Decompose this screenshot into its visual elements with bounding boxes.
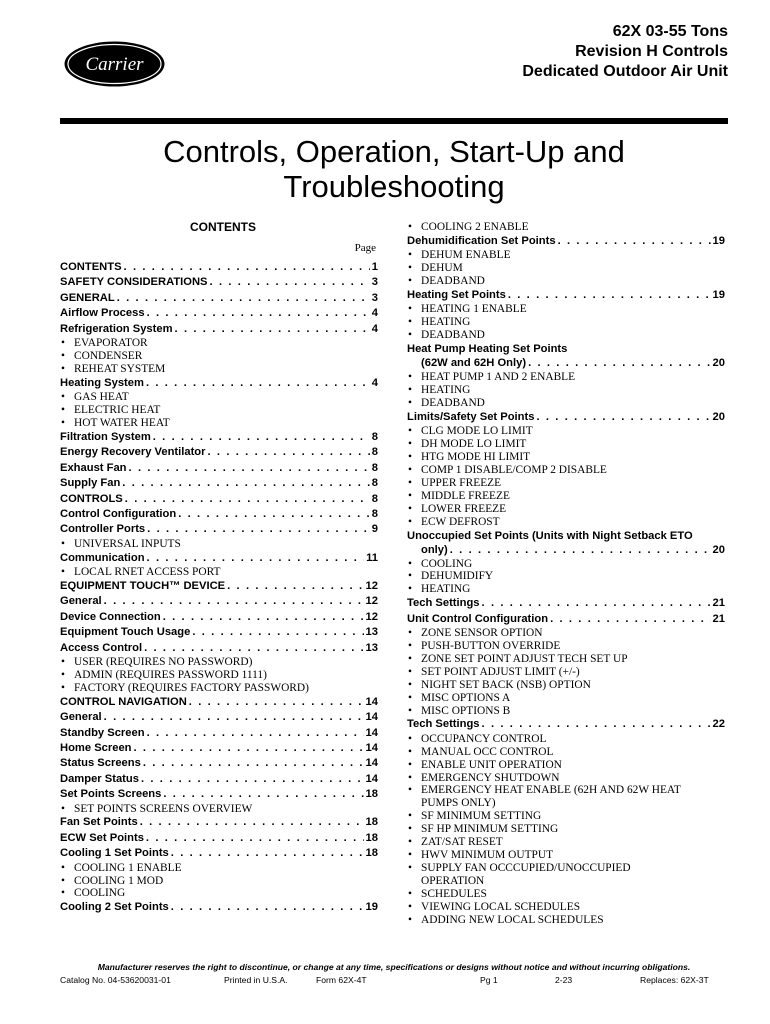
- toc-subentry: [407, 679, 725, 692]
- dot-leader: [143, 756, 364, 771]
- toc-page-number: 8: [371, 507, 378, 520]
- toc-page-number: 12: [365, 579, 378, 592]
- dot-leader: [147, 522, 370, 537]
- toc-entry[interactable]: [60, 594, 378, 609]
- toc-entry-label: Supply Fan: [60, 477, 121, 490]
- toc-subentry: [407, 888, 725, 901]
- toc-entry[interactable]: [60, 900, 378, 915]
- dot-leader: [192, 625, 363, 640]
- toc-subentry-text: COOLING: [421, 557, 473, 570]
- toc-entry[interactable]: [407, 717, 725, 732]
- toc-entry-label: Limits/Safety Set Points: [407, 410, 535, 423]
- toc-subentry: [60, 887, 378, 900]
- toc-subentry-text: COOLING: [74, 887, 126, 900]
- toc-subentry-text: CLG MODE LO LIMIT: [421, 425, 533, 438]
- toc-page-number: 14: [365, 726, 378, 739]
- toc-subentry: [407, 397, 725, 410]
- toc-subentry: [407, 692, 725, 705]
- dot-leader: [129, 461, 370, 476]
- toc-subentry-text: EVAPORATOR: [74, 337, 148, 350]
- title-line-2: Troubleshooting: [283, 169, 505, 204]
- date-code: 2-23: [555, 975, 573, 985]
- toc-subentry: [407, 784, 725, 810]
- dot-leader: [208, 445, 370, 460]
- toc-entry-continuation: [407, 543, 725, 558]
- toc-entry-label: Energy Recovery Ventilator: [60, 446, 206, 459]
- toc-entry-label: Cooling 2 Set Points: [60, 901, 169, 914]
- toc-subentry-text: REHEAT SYSTEM: [74, 362, 166, 375]
- toc-subentry-text: DEHUM ENABLE: [421, 249, 511, 262]
- toc-subentry: [60, 350, 378, 363]
- toc-entry-label: Filtration System: [60, 430, 151, 443]
- toc-page-number: 19: [365, 901, 378, 914]
- toc-subentry: [407, 772, 725, 785]
- toc-page-number: 8: [371, 430, 378, 443]
- toc-entry-label: Fan Set Points: [60, 816, 138, 829]
- page-column-label: Page: [354, 242, 376, 254]
- dot-leader: [450, 543, 711, 558]
- toc-entry-label: Access Control: [60, 641, 143, 654]
- dot-leader: [558, 234, 711, 249]
- toc-entry-label: ECW Set Points: [60, 831, 144, 844]
- toc-subentry-text: DH MODE LO LIMIT: [421, 438, 527, 451]
- toc-subentry-text: MISC OPTIONS A: [421, 691, 511, 704]
- contents-heading: CONTENTS: [190, 220, 256, 234]
- toc-subentry-text: EMERGENCY HEAT ENABLE (62H AND 62W HEAT: [421, 784, 681, 797]
- toc-entry-label: SAFETY CONSIDERATIONS: [60, 276, 208, 289]
- toc-subentry-text: COOLING 1 MOD: [74, 874, 164, 887]
- toc-entry[interactable]: [407, 596, 725, 611]
- toc-entry-label: Airflow Process: [60, 307, 145, 320]
- toc-subentry: [60, 875, 378, 888]
- toc-entry[interactable]: [60, 260, 378, 275]
- toc-subentry: [407, 836, 725, 849]
- dot-leader: [153, 430, 370, 445]
- toc-entry[interactable]: [60, 756, 378, 771]
- toc-subentry: [407, 262, 725, 275]
- toc-entry-label: Communication: [60, 551, 145, 564]
- toc-entry[interactable]: [60, 787, 378, 802]
- toc-page-number: 1: [371, 261, 378, 273]
- toc-page-number: 13: [365, 641, 378, 654]
- toc-entry[interactable]: [60, 726, 378, 741]
- toc-entry-label: CONTROLS: [60, 492, 123, 505]
- dot-leader: [528, 356, 710, 371]
- toc-subentry: [407, 746, 725, 759]
- contents-left-column: [60, 220, 378, 916]
- toc-subentry: [407, 810, 725, 823]
- toc-page-number: 20: [712, 357, 725, 370]
- toc-page-number: 20: [712, 543, 725, 556]
- dot-leader: [104, 710, 364, 725]
- toc-subentry: [407, 627, 725, 640]
- toc-entry[interactable]: [60, 522, 378, 537]
- dot-leader: [163, 787, 363, 802]
- toc-subentry-text: ZONE SENSOR OPTION: [421, 627, 543, 640]
- logo-text: Carrier: [85, 54, 144, 75]
- toc-entry-label: Unit Control Configuration: [407, 612, 549, 625]
- toc-entry[interactable]: [407, 529, 725, 558]
- title-line-1: Controls, Operation, Start-Up and: [163, 134, 625, 169]
- toc-subentry-text: CONDENSER: [74, 349, 143, 362]
- toc-page-number: 3: [371, 291, 378, 304]
- toc-entry[interactable]: [60, 430, 378, 445]
- toc-subentry: [60, 566, 378, 579]
- toc-entry[interactable]: [60, 710, 378, 725]
- document-header: [522, 22, 728, 82]
- toc-entry[interactable]: [60, 461, 378, 476]
- toc-subentry: [407, 862, 725, 888]
- toc-subentry: [60, 363, 378, 376]
- toc-subentry: [407, 705, 725, 718]
- toc-entry[interactable]: [407, 288, 725, 303]
- toc-subentry-text: COMP 1 DISABLE/COMP 2 DISABLE: [421, 464, 607, 476]
- dot-leader: [144, 641, 363, 656]
- toc-subentry-text: SF HP MINIMUM SETTING: [421, 823, 559, 836]
- dot-leader: [171, 900, 364, 915]
- toc-subentry-text: LOCAL RNET ACCESS PORT: [74, 566, 221, 579]
- toc-subentry-text: ENABLE UNIT OPERATION: [421, 758, 562, 771]
- dot-leader: [124, 260, 370, 275]
- toc-subentry: [407, 303, 725, 316]
- dot-leader: [210, 275, 370, 290]
- toc-page-number: 18: [365, 788, 378, 801]
- toc-entry[interactable]: [407, 234, 725, 249]
- toc-entry-label: Standby Screen: [60, 726, 145, 739]
- carrier-logo-graphic: [63, 40, 166, 88]
- toc-subentry-text: FACTORY (REQUIRES FACTORY PASSWORD): [74, 681, 309, 694]
- toc-entry-label: Heat Pump Heating Set Points: [407, 343, 568, 356]
- toc-subentry-text: ADDING NEW LOCAL SCHEDULES: [421, 913, 604, 926]
- header-rule: [60, 118, 728, 124]
- dot-leader: [178, 507, 370, 522]
- form-number: Form 62X-4T: [316, 975, 367, 985]
- toc-entry[interactable]: [60, 306, 378, 321]
- toc-subentry-text-cont: OPERATION: [421, 874, 485, 887]
- toc-page-number: 3: [371, 276, 378, 289]
- toc-subentry-text: NIGHT SET BACK (NSB) OPTION: [421, 678, 591, 691]
- toc-subentry: [407, 640, 725, 653]
- header-line-3: Dedicated Outdoor Air Unit: [522, 63, 728, 80]
- dot-leader: [125, 492, 370, 507]
- toc-subentry: [407, 425, 725, 438]
- toc-entry-label: CONTROL NAVIGATION: [60, 695, 187, 708]
- dot-leader: [141, 772, 364, 787]
- toc-subentry: [60, 682, 378, 695]
- toc-page-number: 14: [365, 695, 378, 708]
- toc-entry[interactable]: [60, 551, 378, 566]
- toc-entry[interactable]: [60, 291, 378, 306]
- toc-subentry: [407, 249, 725, 262]
- toc-subentry-text: DEADBAND: [421, 329, 485, 342]
- toc-entry-label: Home Screen: [60, 741, 132, 754]
- dot-leader: [189, 695, 364, 710]
- toc-page-number: 14: [365, 757, 378, 770]
- carrier-logo: [63, 40, 166, 88]
- toc-subentry: [60, 803, 378, 816]
- toc-subentry-text: HTG MODE HI LIMIT: [421, 451, 531, 464]
- toc-subentry: [407, 759, 725, 772]
- toc-entry-label: Damper Status: [60, 772, 139, 785]
- toc-subentry-text: HEATING: [421, 316, 471, 329]
- toc-page-number: 4: [371, 376, 378, 389]
- toc-subentry: [407, 733, 725, 746]
- toc-subentry: [60, 538, 378, 551]
- toc-entry[interactable]: [60, 846, 378, 861]
- toc-subentry: [407, 316, 725, 329]
- toc-subentry: [60, 656, 378, 669]
- toc-subentry: [60, 404, 378, 417]
- toc-entry-label: Heating Set Points: [407, 289, 506, 302]
- toc-subentry: [407, 371, 725, 384]
- toc-entry-label: CONTENTS: [60, 261, 122, 273]
- toc-entry-label: Set Points Screens: [60, 788, 162, 801]
- toc-entry-label: Heating System: [60, 376, 144, 389]
- toc-entry-label: EQUIPMENT TOUCH™ DEVICE: [60, 579, 226, 592]
- toc-entry-label: GENERAL: [60, 291, 115, 304]
- toc-subentry: [407, 583, 725, 596]
- dot-leader: [147, 726, 364, 741]
- toc-subentry-text: MISC OPTIONS B: [421, 704, 511, 717]
- dot-leader: [482, 596, 711, 611]
- toc-subentry-text: SF MINIMUM SETTING: [421, 810, 542, 823]
- toc-entry[interactable]: [60, 275, 378, 290]
- toc-subentry: [407, 516, 725, 529]
- toc-page-number: 18: [365, 847, 378, 860]
- dot-leader: [147, 551, 365, 566]
- toc-entry[interactable]: [407, 612, 725, 627]
- toc-page-number: 11: [366, 551, 378, 564]
- catalog-number: Catalog No. 04-53620031-01: [60, 975, 171, 985]
- toc-subentry-text: HOT WATER HEAT: [74, 416, 170, 429]
- replaces-form: Replaces: 62X-3T: [640, 975, 709, 985]
- toc-subentry: [407, 823, 725, 836]
- toc-subentry: [407, 477, 725, 490]
- toc-entry-label: Refrigeration System: [60, 322, 173, 335]
- toc-page-number: 14: [365, 711, 378, 724]
- toc-entry-label: Device Connection: [60, 610, 161, 623]
- toc-subentry: [407, 329, 725, 342]
- header-line-1: 62X 03-55 Tons: [612, 23, 728, 40]
- dot-leader: [550, 612, 710, 627]
- toc-entry-label: Controller Ports: [60, 523, 146, 536]
- left-entries: [60, 260, 378, 916]
- toc-subentry-text: ELECTRIC HEAT: [74, 404, 161, 417]
- toc-page-number: 19: [712, 289, 725, 302]
- toc-subentry-text: SCHEDULES: [421, 887, 487, 900]
- toc-subentry-text: SET POINTS SCREENS OVERVIEW: [74, 802, 253, 815]
- dot-leader: [171, 846, 364, 861]
- toc-subentry-text: MANUAL OCC CONTROL: [421, 745, 554, 758]
- toc-entry-label: Exhaust Fan: [60, 461, 127, 474]
- toc-page-number: 14: [365, 741, 378, 754]
- dot-leader: [134, 741, 364, 756]
- dot-leader: [482, 717, 711, 732]
- toc-subentry-text: HEATING: [421, 583, 471, 596]
- toc-page-number: 8: [371, 461, 378, 474]
- dot-leader: [147, 306, 370, 321]
- toc-subentry: [407, 503, 725, 516]
- toc-subentry-text: PUSH-BUTTON OVERRIDE: [421, 639, 561, 652]
- toc-subentry-text: DEADBAND: [421, 396, 485, 409]
- toc-subentry: [407, 464, 725, 477]
- toc-subentry-text-cont: PUMPS ONLY): [421, 797, 496, 810]
- toc-page-number: 4: [371, 307, 378, 320]
- toc-subentry-text: SUPPLY FAN OCCCUPIED/UNOCCUPIED: [421, 861, 631, 874]
- toc-subentry: [407, 438, 725, 451]
- toc-entry-continuation: [407, 356, 725, 371]
- toc-subentry-text: SET POINT ADJUST LIMIT (+/-): [421, 665, 580, 678]
- toc-entry-label: Tech Settings: [407, 597, 480, 610]
- dot-leader: [117, 291, 370, 306]
- toc-subentry-text: LOWER FREEZE: [421, 502, 507, 515]
- toc-page-number: 18: [365, 831, 378, 844]
- toc-entry[interactable]: [60, 476, 378, 491]
- toc-subentry: [407, 849, 725, 862]
- toc-subentry-text: HEATING 1 ENABLE: [421, 303, 527, 316]
- dot-leader: [104, 594, 364, 609]
- toc-entry[interactable]: [60, 322, 378, 337]
- toc-subentry-text: ZONE SET POINT ADJUST TECH SET UP: [421, 652, 628, 665]
- toc-subentry-text: COOLING 1 ENABLE: [74, 861, 182, 874]
- printed-in: Printed in U.S.A.: [224, 975, 288, 985]
- toc-subentry: [407, 653, 725, 666]
- toc-subentry-text: HEAT PUMP 1 AND 2 ENABLE: [421, 371, 576, 384]
- toc-entry-label-cont: (62W and 62H Only): [421, 357, 527, 370]
- toc-entry[interactable]: [60, 507, 378, 522]
- document-title: [60, 134, 728, 204]
- toc-subentry-text: HWV MINIMUM OUTPUT: [421, 848, 554, 861]
- toc-subentry: [407, 221, 725, 234]
- toc-subentry: [60, 391, 378, 404]
- toc-subentry-text: OCCUPANCY CONTROL: [421, 732, 547, 745]
- dot-leader: [175, 322, 370, 337]
- right-entries: [407, 221, 725, 926]
- toc-subentry: [407, 901, 725, 914]
- toc-subentry: [407, 558, 725, 571]
- toc-subentry-text: ADMIN (REQUIRES PASSWORD 1111): [74, 668, 267, 681]
- toc-entry-label: Tech Settings: [407, 718, 480, 731]
- toc-subentry-text: DEHUMIDIFY: [421, 570, 494, 583]
- toc-entry-label: Equipment Touch Usage: [60, 626, 191, 639]
- toc-page-number: 14: [365, 772, 378, 785]
- toc-page-number: 12: [365, 595, 378, 608]
- toc-entry[interactable]: [60, 741, 378, 756]
- toc-entry-label: General: [60, 711, 102, 724]
- toc-subentry: [407, 570, 725, 583]
- toc-subentry: [60, 669, 378, 682]
- toc-subentry-text: GAS HEAT: [74, 391, 129, 404]
- toc-entry[interactable]: [60, 772, 378, 787]
- toc-page-number: 21: [712, 612, 725, 625]
- toc-entry[interactable]: [60, 625, 378, 640]
- toc-page-number: 22: [712, 718, 725, 731]
- toc-entry-label: Unoccupied Set Points (Units with Night Setback ETO: [407, 529, 693, 542]
- toc-subentry-text: EMERGENCY SHUTDOWN: [421, 771, 560, 784]
- page-number: Pg 1: [480, 975, 498, 985]
- toc-page-number: 18: [365, 816, 378, 829]
- toc-subentry-text: HEATING: [421, 384, 471, 397]
- dot-leader: [536, 410, 710, 425]
- toc-entry[interactable]: [60, 641, 378, 656]
- dot-leader: [227, 579, 363, 594]
- toc-entry[interactable]: [60, 610, 378, 625]
- toc-entry[interactable]: [60, 579, 378, 594]
- dot-leader: [146, 831, 364, 846]
- toc-entry[interactable]: [60, 376, 378, 391]
- dot-leader: [122, 476, 369, 491]
- toc-subentry-text: COOLING 2 ENABLE: [421, 221, 529, 233]
- toc-subentry: [407, 384, 725, 397]
- footer-disclaimer: Manufacturer reserves the right to discontinue, or change at any time, specifications or designs without notice and without incurring obligations.: [97, 962, 691, 972]
- toc-subentry-text: DEHUM: [421, 262, 463, 275]
- toc-subentry: [60, 417, 378, 430]
- dot-leader: [163, 610, 364, 625]
- toc-subentry: [407, 490, 725, 503]
- toc-entry-label-cont: only): [421, 543, 448, 556]
- toc-subentry-text: ZAT/SAT RESET: [421, 836, 503, 849]
- toc-page-number: 4: [371, 322, 378, 335]
- toc-entry-label: Cooling 1 Set Points: [60, 847, 169, 860]
- toc-subentry-text: UNIVERSAL INPUTS: [74, 537, 181, 550]
- toc-entry[interactable]: [60, 492, 378, 507]
- toc-subentry: [407, 275, 725, 288]
- toc-subentry: [407, 914, 725, 927]
- toc-entry[interactable]: [60, 815, 378, 830]
- toc-page-number: 20: [712, 410, 725, 423]
- toc-page-number: 13: [365, 626, 378, 639]
- toc-entry[interactable]: [60, 831, 378, 846]
- toc-entry-label: Status Screens: [60, 757, 141, 770]
- toc-entry[interactable]: [60, 695, 378, 710]
- toc-subentry-text: USER (REQUIRES NO PASSWORD): [74, 655, 253, 668]
- dot-leader: [146, 376, 370, 391]
- toc-subentry: [407, 451, 725, 464]
- contents-right-column: [407, 221, 725, 926]
- toc-subentry-text: VIEWING LOCAL SCHEDULES: [421, 900, 581, 913]
- toc-entry-label: Dehumidification Set Points: [407, 234, 556, 247]
- toc-entry-label: General: [60, 595, 102, 608]
- toc-subentry-text: ECW DEFROST: [421, 515, 500, 528]
- toc-page-number: 19: [712, 234, 725, 247]
- toc-entry-label: Control Configuration: [60, 507, 177, 520]
- toc-entry[interactable]: [407, 410, 725, 425]
- toc-entry[interactable]: [407, 342, 725, 371]
- toc-entry[interactable]: [60, 445, 378, 460]
- toc-page-number: 12: [365, 610, 378, 623]
- toc-page-number: 8: [371, 492, 378, 505]
- toc-page-number: 21: [712, 597, 725, 610]
- toc-subentry: [407, 666, 725, 679]
- toc-page-number: 9: [371, 523, 378, 536]
- dot-leader: [140, 815, 364, 830]
- toc-page-number: 8: [371, 446, 378, 459]
- toc-subentry: [60, 337, 378, 350]
- toc-subentry-text: UPPER FREEZE: [421, 476, 502, 489]
- toc-subentry-text: MIDDLE FREEZE: [421, 489, 510, 502]
- toc-page-number: 8: [371, 477, 378, 490]
- header-line-2: Revision H Controls: [575, 43, 728, 60]
- toc-subentry-text: DEADBAND: [421, 275, 485, 288]
- dot-leader: [508, 288, 711, 303]
- toc-subentry: [60, 862, 378, 875]
